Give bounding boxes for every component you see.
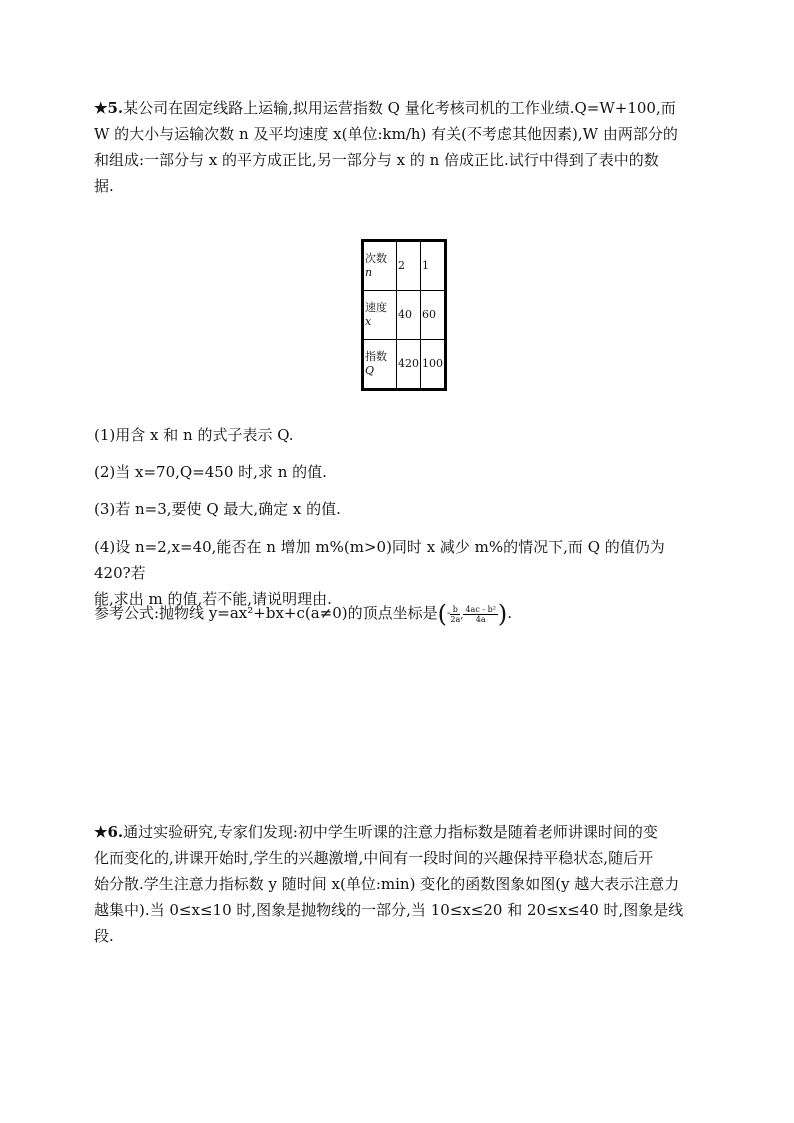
- question-3: (3)若 n=3,要使 Q 最大,确定 x 的值.: [94, 500, 341, 518]
- table-cell: 40: [397, 291, 421, 340]
- question-4: (4)设 n=2,x=40,能否在 n 增加 m%(m>0)同时 x 减少 m%的情况下,而 Q 的值仍为 420?若 能,求出 m 的值,若不能,请说明理由.: [94, 538, 665, 608]
- table-cell: 1: [421, 241, 446, 291]
- table-row: [363, 291, 446, 340]
- data-table: [361, 239, 447, 391]
- table-row-header: 速度 x: [363, 291, 397, 340]
- fraction-b-over-2a: $\frac{b}{2a}$: [450, 604, 461, 624]
- fraction-vertex-y: $\frac{\text{4ac - b²}}{4a}$: [465, 604, 496, 624]
- problem-6-line-2: 化而变化的,讲课开始时,学生的兴趣激增,中间有一段时间的兴趣保持平稳状态,随后开: [94, 849, 654, 867]
- problem-5-line-2: W 的大小与运输次数 n 及平均速度 x(单位:km/h) 有关(不考虑其他因素),W 由两部分的: [94, 125, 678, 143]
- problem-6-line-4: 越集中).当 0≤x≤10 时,图象是抛物线的一部分,当 10≤x≤20 和 20≤x≤40 时,图象是线: [94, 901, 684, 919]
- table-row: [363, 241, 446, 291]
- table-cell: 60: [421, 291, 446, 340]
- problem-5-line-4: 据.: [94, 177, 114, 195]
- question-1: (1)用含 x 和 n 的式子表示 Q.: [94, 426, 294, 444]
- problem-6-statement: [94, 819, 704, 949]
- problem-6-number: ★6.: [94, 823, 124, 841]
- problem-6-line-5: 段.: [94, 927, 114, 945]
- table-cell: 420: [397, 340, 421, 390]
- problem-6-line-3: 始分散.学生注意力指标数 y 随时间 x(单位:min) 变化的函数图象如图(y 越大表示注意力: [94, 875, 680, 893]
- table-row-header: 次数 n: [363, 241, 397, 291]
- problem-5-number: ★5.: [94, 99, 124, 117]
- table-row: [363, 340, 446, 390]
- question-2: (2)当 x=70,Q=450 时,求 n 的值.: [94, 463, 327, 481]
- table-cell: 100: [421, 340, 446, 390]
- problem-5-line-1: ★5.某公司在固定线路上运输,拟用运营指数 Q 量化考核司机的工作业绩.Q=W+100,而: [94, 99, 676, 117]
- problem-5-line-3: 和组成:一部分与 x 的平方成正比,另一部分与 x 的 n 倍成正比.试行中得到了表中的数: [94, 151, 659, 169]
- reference-formula: 参考公式:抛物线 y=ax²+bx+c(a≠0)的顶点坐标是(- $\frac{b}{2a}$ , $\frac{\text{4ac - b²}}{4a}$ ).: [94, 600, 513, 628]
- table-cell: 2: [397, 241, 421, 291]
- problem-6-line-1: ★6.通过实验研究,专家们发现:初中学生听课的注意力指标数是随着老师讲课时间的变: [94, 823, 658, 841]
- table-row-header: 指数 Q: [363, 340, 397, 390]
- problem-5-statement: [94, 95, 704, 199]
